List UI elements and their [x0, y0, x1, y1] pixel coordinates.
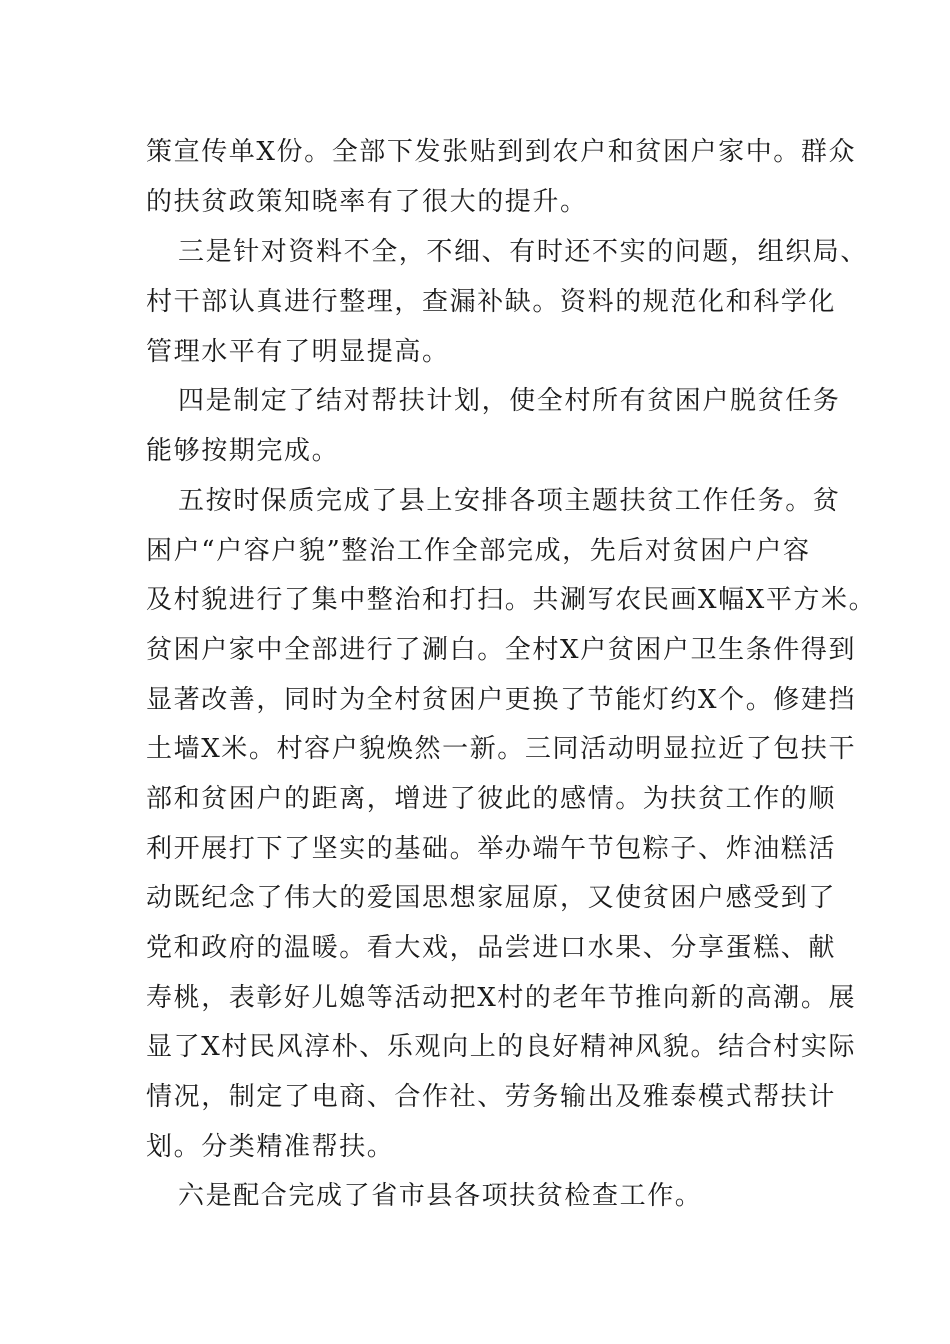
text-line: 策宣传单X份。全部下发张贴到到农户和贫困户家中。群众 — [146, 137, 857, 167]
text-line: 村干部认真进行整理，查漏补缺。资料的规范化和科学化 — [146, 287, 837, 317]
text-line: 显了X村民风淳朴、乐观向上的良好精神风貌。结合村实际 — [146, 1032, 857, 1062]
text-line: 寿桃，表彰好儿媳等活动把X村的老年节推向新的高潮。展 — [146, 983, 857, 1013]
text-line: 划。分类精准帮扶。 — [146, 1132, 395, 1162]
text-line: 土墙X米。村容户貌焕然一新。三同活动明显拉近了包扶干 — [146, 734, 857, 764]
text-line: 困户“户容户貌”整治工作全部完成，先后对贫困户户容 — [146, 536, 811, 566]
text-line: 六是配合完成了省市县各项扶贫检查工作。 — [178, 1181, 703, 1211]
text-line: 利开展打下了坚实的基础。举办端午节包粽子、炸油糕活 — [146, 834, 837, 864]
text-line: 三是针对资料不全，不细、有时还不实的问题，组织局、 — [178, 237, 869, 267]
text-line: 动既纪念了伟大的爱国思想家屈原，又使贫困户感受到了 — [146, 883, 837, 913]
text-line: 显著改善，同时为全村贫困户更换了节能灯约X个。修建挡 — [146, 685, 857, 715]
text-line: 的扶贫政策知晓率有了很大的提升。 — [146, 187, 588, 217]
text-line: 能够按期完成。 — [146, 436, 340, 466]
text-line: 及村貌进行了集中整治和打扫。共涮写农民画X幅X平方米。 — [146, 585, 877, 615]
text-line: 贫困户家中全部进行了涮白。全村X户贫困户卫生条件得到 — [146, 635, 857, 665]
text-line: 党和政府的温暖。看大戏，品尝进口水果、分享蛋糕、献 — [146, 933, 837, 963]
text-line: 管理水平有了明显提高。 — [146, 337, 450, 367]
text-line: 情况，制定了电商、合作社、劳务输出及雅泰模式帮扶计 — [146, 1082, 837, 1112]
text-line: 四是制定了结对帮扶计划，使全村所有贫困户脱贫任务 — [178, 386, 841, 416]
text-line: 部和贫困户的距离，增进了彼此的感情。为扶贫工作的顺 — [146, 784, 837, 814]
text-line: 五按时保质完成了县上安排各项主题扶贫工作任务。贫 — [178, 486, 841, 516]
